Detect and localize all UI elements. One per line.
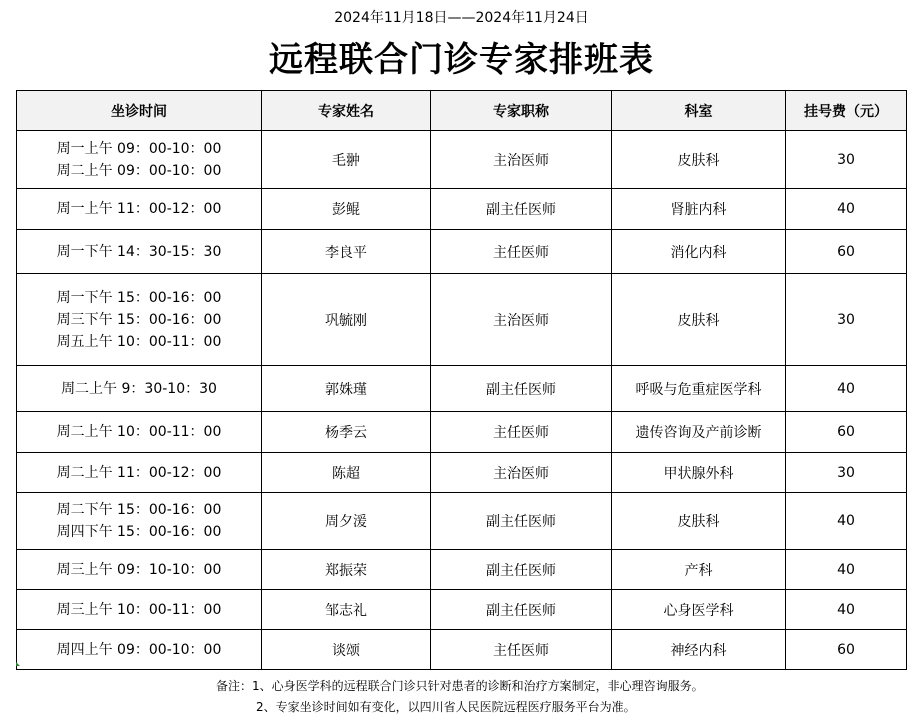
department: 心身医学科	[612, 590, 786, 630]
time-slot: 周二下午 15：00-16：00	[56, 502, 222, 518]
doctor-name: 巩毓刚	[262, 274, 431, 366]
time-slot: 周一上午 11：00-12：00	[56, 201, 222, 217]
time-slot: 周三上午 09：10-10：00	[56, 561, 222, 578]
department: 皮肤科	[612, 131, 786, 189]
table-row	[17, 550, 907, 590]
table-row	[17, 590, 907, 630]
cell-corner-marker	[16, 662, 20, 666]
doctor-name: 李良平	[262, 230, 431, 274]
time-cell	[17, 131, 262, 189]
time-slot: 周四下午 15：00-16：00	[56, 524, 222, 540]
doctor-name: 邹志礼	[262, 590, 431, 630]
time-slot: 周二上午 09：00-10：00	[56, 162, 222, 179]
column-header-time: 坐诊时间	[17, 91, 262, 131]
time-slot: 周三下午 15：00-16：00	[56, 311, 222, 328]
table-row	[17, 189, 907, 230]
time-cell	[17, 630, 262, 670]
doctor-title: 副主任医师	[431, 590, 612, 630]
time-slot: 周四上午 09：00-10：00	[56, 641, 222, 658]
registration-fee: 30	[786, 131, 907, 189]
doctor-title: 副主任医师	[431, 189, 612, 230]
table-row	[17, 453, 907, 493]
doctor-name: 彭鲲	[262, 189, 431, 230]
department: 呼吸与危重症医学科	[612, 366, 786, 412]
registration-fee: 30	[786, 453, 907, 493]
note-line: 备注：1、心身医学科的远程联合门诊只针对患者的诊断和治疗方案制定，非心理咨询服务。	[216, 679, 704, 693]
time-slot: 周二上午 11：00-12：00	[56, 464, 222, 481]
time-cell	[17, 453, 262, 493]
time-cell	[17, 274, 262, 366]
column-header-title: 专家职称	[431, 91, 612, 131]
department: 遗传咨询及产前诊断	[612, 412, 786, 453]
time-cell	[17, 366, 262, 412]
time-cell	[17, 550, 262, 590]
doctor-title: 副主任医师	[431, 550, 612, 590]
table-row	[17, 493, 907, 550]
registration-fee: 60	[786, 630, 907, 670]
table-row	[17, 366, 907, 412]
doctor-title: 副主任医师	[431, 366, 612, 412]
time-cell	[17, 412, 262, 453]
doctor-title: 主治医师	[431, 131, 612, 189]
time-slot: 周二上午 10：00-11：00	[56, 424, 222, 440]
doctor-title: 主任医师	[431, 230, 612, 274]
department: 神经内科	[612, 630, 786, 670]
registration-fee: 60	[786, 230, 907, 274]
column-header-fee: 挂号费（元）	[786, 91, 907, 131]
column-header-dept: 科室	[612, 91, 786, 131]
date-range: 2024年11月18日——2024年11月24日	[334, 10, 589, 26]
note-line: 2、专家坐诊时间如有变化，以四川省人民医院远程医疗服务平台为准。	[256, 700, 636, 714]
department: 产科	[612, 550, 786, 590]
department: 甲状腺外科	[612, 453, 786, 493]
time-slot: 周二上午 9：30-10：30	[61, 380, 217, 397]
doctor-name: 谈颂	[262, 630, 431, 670]
registration-fee: 30	[786, 274, 907, 366]
doctor-title: 主治医师	[431, 274, 612, 366]
department: 皮肤科	[612, 493, 786, 550]
table-header-row	[17, 91, 907, 131]
doctor-title: 主任医师	[431, 630, 612, 670]
doctor-name: 郑振荣	[262, 550, 431, 590]
page-title: 远程联合门诊专家排班表	[269, 40, 654, 80]
table-row	[17, 274, 907, 366]
time-slot: 周三上午 10：00-11：00	[56, 601, 222, 618]
doctor-name: 周夕湲	[262, 493, 431, 550]
table-row	[17, 630, 907, 670]
time-cell	[17, 590, 262, 630]
doctor-name: 陈超	[262, 453, 431, 493]
doctor-name: 毛翀	[262, 131, 431, 189]
department: 皮肤科	[612, 274, 786, 366]
table-row	[17, 412, 907, 453]
department: 肾脏内科	[612, 189, 786, 230]
registration-fee: 40	[786, 189, 907, 230]
registration-fee: 60	[786, 412, 907, 453]
time-slot: 周一下午 14：30-15：30	[56, 243, 222, 260]
registration-fee: 40	[786, 590, 907, 630]
table-row	[17, 131, 907, 189]
department: 消化内科	[612, 230, 786, 274]
time-cell	[17, 493, 262, 550]
doctor-title: 主治医师	[431, 453, 612, 493]
time-slot: 周一下午 15：00-16：00	[56, 289, 222, 306]
table-row	[17, 230, 907, 274]
doctor-name: 郭姝瑾	[262, 366, 431, 412]
time-slot: 周一上午 09：00-10：00	[56, 140, 222, 157]
doctor-title: 主任医师	[431, 412, 612, 453]
time-slot: 周五上午 10：00-11：00	[56, 333, 222, 350]
registration-fee: 40	[786, 550, 907, 590]
registration-fee: 40	[786, 366, 907, 412]
registration-fee: 40	[786, 493, 907, 550]
time-cell	[17, 230, 262, 274]
doctor-title: 副主任医师	[431, 493, 612, 550]
doctor-name: 杨季云	[262, 412, 431, 453]
column-header-name: 专家姓名	[262, 91, 431, 131]
time-cell	[17, 189, 262, 230]
schedule-table	[16, 90, 907, 670]
